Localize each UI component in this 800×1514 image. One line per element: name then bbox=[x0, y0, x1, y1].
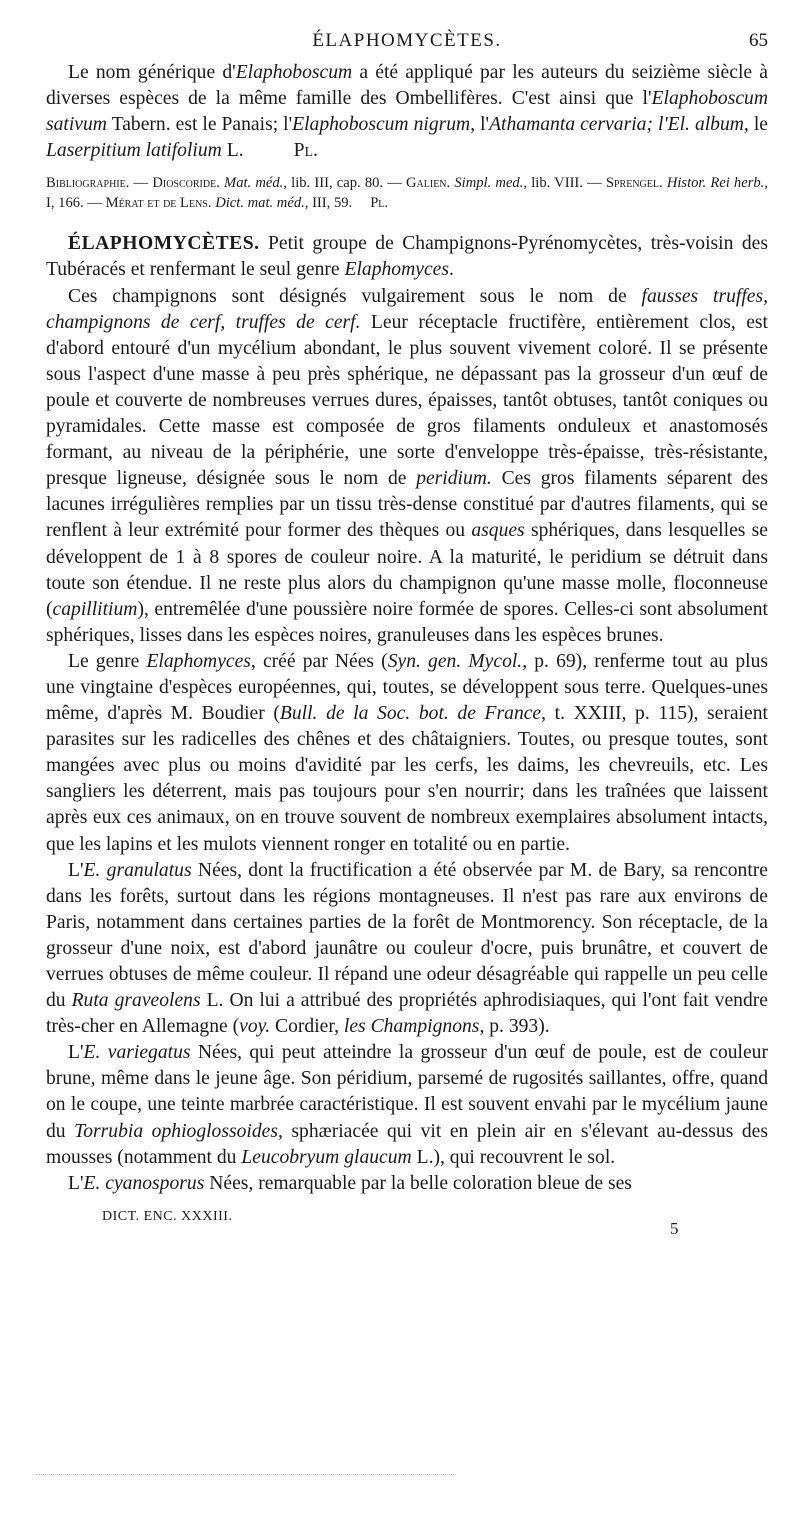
entry-paragraph-5: L'E. variegatus Nées, qui peut atteindre la grosseur d'un œuf de poule, est de couleur brune, même dans le jeune âge. Son péridium, parsemé de rugosités saillantes, offre, quand on le coupe, une teinte marbrée caractéristique. Il est souvent envahi par le mycélium jaune du Torrubia ophioglossoides, sphæriacée qui vit en plein air en s'élevant au-dessus des mousses (notamment du Leucobryum glaucum L.), qui recouvrent le sol. bbox=[46, 1042, 768, 1168]
entry-paragraph-1: ÉLAPHOMYCÈTES. Petit groupe de Champignons-Pyrénomycètes, très-voisin des Tubéracés et renfermant le seul genre Elaphomyces. bbox=[46, 233, 768, 281]
page-footer bbox=[46, 1203, 768, 1243]
entry-paragraph-2: Ces champignons sont désignés vulgairement sous le nom de fausses truffes, champignons de cerf, truffes de cerf. Leur réceptacle fructifère, entièrement clos, est d'abord entouré d'un mycélium abondant, le plus souvent vivement coloré. Il se présente sous l'aspect d'une masse à peu près sphérique, ne dépassant pas la grosseur d'un œuf de poule et couverte de nombreuses verrues dures, épaisses, tantôt obtuses, tantôt coniques ou pyramidales. Cette masse est composée de gros filaments onduleux et anastomosés formant, au niveau de la périphérie, une sorte d'enveloppe très-épaisse, très-résistante, presque ligneuse, désignée sous le nom de peridium. Ces gros filaments séparent des lacunes irrégulières remplies par un tissu très-dense constitué par d'autres filaments, qui se renflent à leur extrémité pour former des thèques ou asques sphériques, dans lesquelles se développent de 1 à 8 spores de couleur noire. A la maturité, le peridium se détruit dans toute son étendue. Il ne reste plus alors du champignon qu'une masse molle, floconneuse (capillitium), entremêlée d'une poussière noire formée de spores. Celles-ci sont absolument sphériques, lisses dans les espèces noires, granuleuses dans les espèces brunes. bbox=[46, 285, 769, 646]
sheet-mark: 5 bbox=[670, 1218, 679, 1238]
entry-paragraph-3: Le genre Elaphomyces, créé par Nées (Syn. gen. Mycol., p. 69), renferme tout au plus une vingtaine d'espèces européennes, qui, toutes, se développent sous terre. Quelques-unes même, d'après M. Boudier (Bull. de la Soc. bot. de France, t. XXIII, p. 115), seraient parasites sur les radicelles des chênes et des châtaigniers. Toutes, ou presque toutes, sont mangées avec plus ou moins d'avidité par les cerfs, les daims, les chevreuils, etc. Les sangliers les déterrent, mais pas toujours pour s'en nourrir; dans les traînées que laissent après eux ces animaux, on en trouve souvent de nombreux exemplaires absolument intacts, que les lapins et les mulots viennent ronger en totalité ou en partie. bbox=[46, 650, 768, 855]
entry-paragraph-4: L'E. granulatus Nées, dont la fructification a été observée par M. de Bary, sa rencontre dans les forêts, surtout dans les régions montagneuses. Il n'est pas rare aux environs de Paris, notamment dans certaines parties de la forêt de Montmorency. Son réceptacle, de la grosseur d'une noix, est d'abord jaunâtre ou couleur d'ocre, puis brunâtre, et couvert de verrues obtuses de même couleur. Il répand une odeur désagréable qui rappelle un peu celle du Ruta graveolens L. On lui a attribué des propriétés aphrodisiaques, qui l'ont fait vendre très-cher en Allemagne (voy. Cordier, les Champignons, p. 393). bbox=[46, 859, 768, 1038]
intro-paragraph: Le nom générique d'Elaphoboscum a été appliqué par les auteurs du seizième siècle à diverses espèces de la même famille des Ombellifères. C'est ainsi que l'Elaphoboscum sativum Tabern. est le Panais; l'Elaphoboscum nigrum, l'Athamanta cervaria; l'El. album, le Laserpitium latifolium L. Pl. bbox=[46, 62, 768, 162]
author-signature: Pl. bbox=[293, 140, 318, 162]
signature-line: DICT. ENC. XXXIII. bbox=[102, 1208, 233, 1224]
bibliography-signature: Pl. bbox=[370, 194, 389, 211]
bibliography: Bibliographie. — Dioscoride. Mat. méd., lib. III, cap. 80. — Galien. Simpl. med., lib. VIII. — Sprengel. Histor. Rei herb., I, 166. — Mérat et de Lens. Dict. mat. méd., III, 59. Pl. bbox=[46, 175, 768, 211]
page bbox=[46, 30, 768, 1243]
entry-headword: ÉLAPHOMYCÈTES. bbox=[68, 233, 260, 255]
scan-artifact-divider bbox=[36, 1474, 456, 1477]
bibliography-label: Bibliographie. bbox=[46, 175, 130, 192]
page-header bbox=[46, 30, 768, 60]
entry-paragraph-6: L'E. cyanosporus Nées, remarquable par la belle coloration bleue de ses bbox=[68, 1172, 632, 1194]
page-number: 65 bbox=[749, 30, 768, 51]
running-title: ÉLAPHOMYCÈTES. bbox=[312, 30, 502, 51]
